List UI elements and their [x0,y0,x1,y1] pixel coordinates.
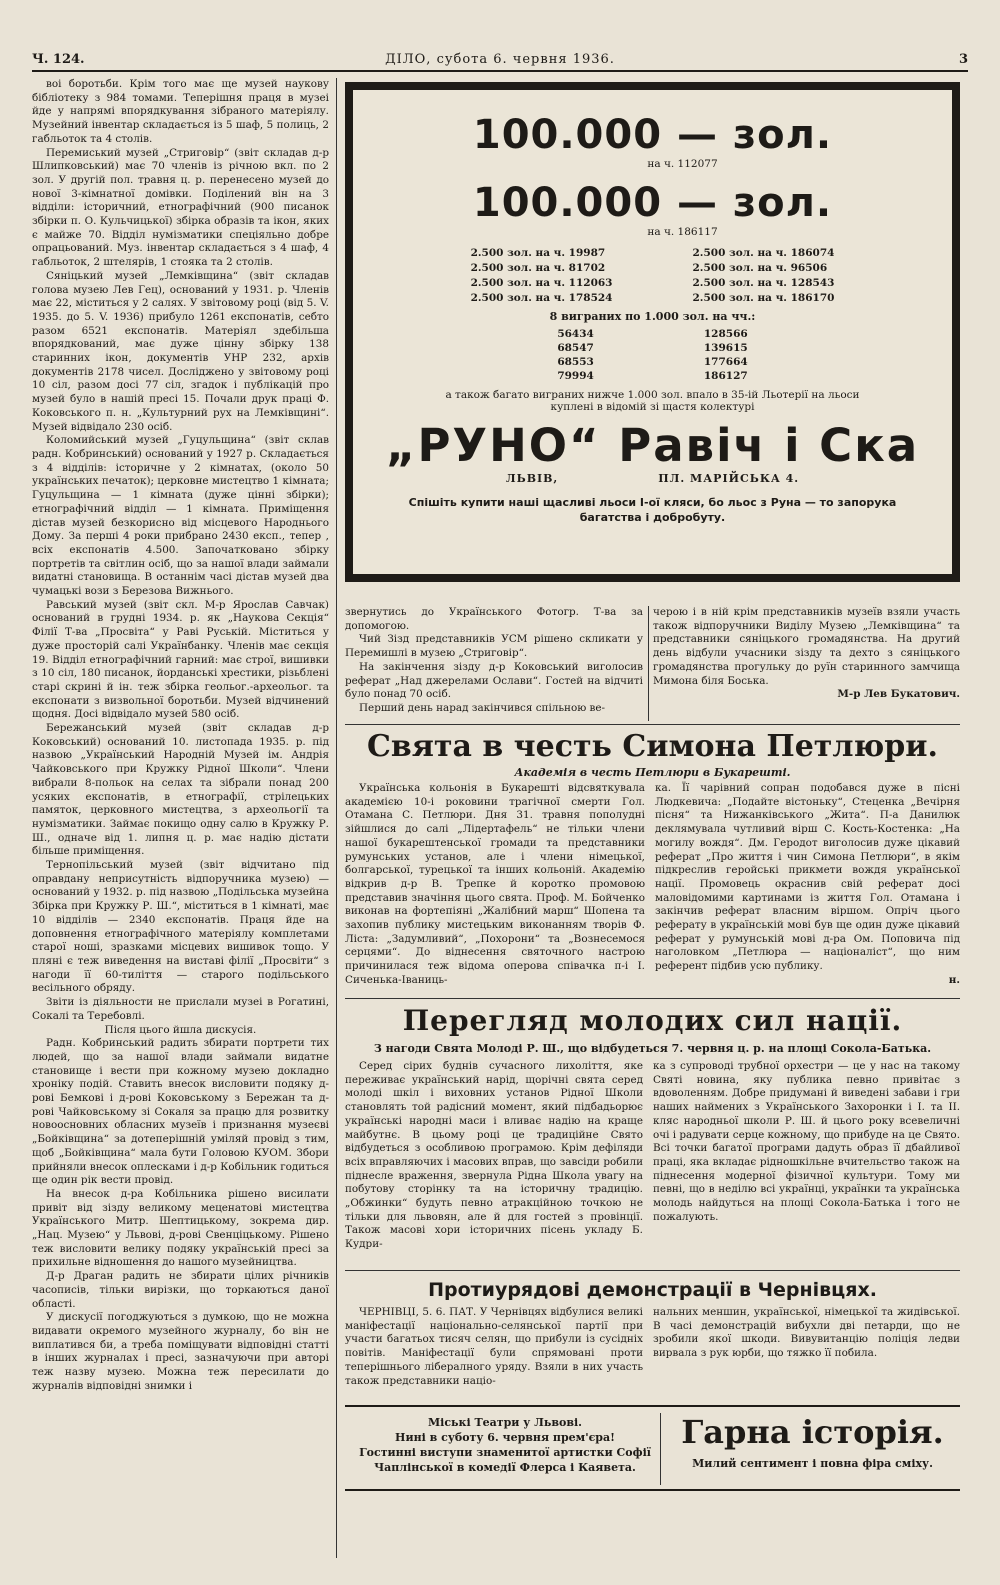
play-title: Гарна історія. [681,1413,944,1451]
section-divider [345,1270,960,1271]
street: ПЛ. МАРІЙСЬКА 4. [658,472,800,485]
paragraph: Серед сірих буднів сучасного лихоліття, яке переживає український нарід, щорічні свята серед молоді шкіл і виховних установ Рідної Школи становлять той радісний момент, який підбадьорює українські народні маси і вливає надію на краще майбутнє. В цьому році це традиційне Свято відбудеться з особливою програмою. Крім дефіляди всіх вправляючих і масових вправ, що завсіди робили піднесле враження, звернула Рідна Школа увагу на побутову сторінку та на історичну традицію. „Обжинки“ будуть певно атракційною точкою не тільки для львовян, але й для гостей з провінції. Також масові хори історичних пісень укладу Б. Кудри- [345,1060,643,1251]
win-entry: 2.500 зол. на ч. 81702 [470,262,606,274]
win-entry: 2.500 зол. на ч. 19987 [470,247,606,259]
win-entry: 2.500 зол. на ч. 128543 [692,277,835,289]
author-signature: М-р Лев Букатович. [837,688,960,701]
paragraph: На внесок д-ра Кобільника рішено висилати привіт від зізду великому меценатові мистецтва Українського Митр. Шептицькому, зокрема дир. „Нац. Музею“ у Львові, д-рові Свенціцькому. Рішено теж висловити велику подяку українській пресі за прихильне відношення до нашого музейництва. [32,1187,329,1269]
city: ЛЬВІВ, [505,472,559,485]
issue-number: Ч. 124. [32,52,85,67]
also-line: куплені в відомій зі щастя колектурі [550,401,755,413]
youth-subtitle: З нагоди Свята Молоді Р. Ш., що відбудеться 7. червня ц. р. на площі Сокола-Батька. [373,1042,932,1055]
brand-name: „РУНО“ Равіч і Ска [385,419,920,472]
paragraph: Бережанський музей (звіт складав д-р Коковський) оснований 10. листопада 1935. р. під назвою „Український Народній Музей ім. Андрія Чайковського при Кружку Рідної Школи“. Члени вибрали 8-польок на селах та зібрали понад 200 усяких експонатів, в етнографії, стрілецьких памяток, церковного мистецтва, з археольогії та нумізматики. Займає покищо одну салю в Кружку Р. Ш., одначе від 1. липня ц. р. має надію дістати більше приміщення. [32,722,329,858]
paragraph: ЧЕРНІВЦІ, 5. 6. ПАТ. У Чернівцях відбулися великі маніфестації національно-селянської партії при участи багатьох тисяч селян, що прибули із сусідніх повітів. Маніфестації були спрямовані проти теперішнього лібералного уряду. Взяли в них участь також представники націо- [345,1306,643,1387]
premiere-note: Нині в суботу 6. червня прем'єра! [395,1431,615,1444]
win-number: 139615 [703,342,748,354]
petliura-text-left [345,782,645,988]
play-tagline: Милий сентимент і повна фіра сміху. [692,1457,933,1470]
prize-1-ticket: на ч. 112077 [647,158,718,170]
chernivtsi-headline: Протиурядові демонстрації в Чернівцях. [428,1279,877,1301]
chernivtsi-text-left [345,1306,643,1388]
theatre-advertisement [345,1405,960,1491]
petliura-text-right [655,782,960,988]
prize-2: 100.000 — зол. [472,180,833,226]
paragraph: ка з супроводі трубної орхестри — це у нас на такому Святі новина, яку публика певно привітає з вдоволенням. Добре придумані й виведені забави і гри наших наймених з Українського Захоронки і І. та ІІ. кляс народньої школи Р. Ш. й цього року всевеличні очі і радувати серце кожному, що прибуде на це Свято. Всі точки багатої програми дадуть образ її дбайливої праці, яка вкладає рідношкільне вчительство також на піднесення модерної фізичної культури. Тому ми певні, що в неділю всі українці, українки та українська молодь найдуться на площі Сокола-Батька і того не пожалують. [653,1060,960,1223]
paragraph: Перший день нарад закінчився спільною ве- [359,701,606,714]
paragraph: нальних меншин, української, німецької та жидівської. В часі демонстрацій вибухли дві петарди, що не зробили якої шкоди. Вивувитанцію поліція ледви вирвала з рук юрби, що тяжко її побила. [653,1306,960,1360]
win-number: 68553 [557,356,594,368]
theatre-name: Міські Театри у Львові. [428,1416,582,1429]
eight-wins-heading: 8 виграних по 1.000 зол. на чч.: [549,310,756,323]
paragraph: Чий Зізд представників УСМ рішено скликати у Перемишлі в музею „Стриговір“. [345,633,643,660]
win-entry: 2.500 зол. на ч. 96506 [692,262,828,274]
museum-report-column [32,78,329,1558]
author-initial: н. [948,973,960,986]
paragraph: ка. Її чарівний сопран подобався дуже в пісні Людкевича: „Подайте вістоньку“, Стеценка „Вечірня пісня“ та Нижанківського „Жита“. П-а Данилюк деклямувала чутливий вірш С. Кость-Костенка: „На могилу вождя“. Дм. Геродот виголосив дуже цікавий реферат „Про життя і чин Симона Петлюри“, в якім підкреслив геройські прикмети вождя української нації. Промовець окраснив свій реферат досі маловідомими картинами із життя Гол. Отамана і закінчив реферат власним віршом. Опріч цього реферату в українській мові був ще один дуже цікавий реферат у румунській мові д-ра Ом. Поповича під наголовком „Петлюра — націоналіст“, що ним референт підбив усю публику. [655,782,960,973]
report-continuation [345,606,643,716]
report-continuation [653,606,960,702]
masthead-date: ДІЛО, субота 6. червня 1936. [385,52,615,67]
win-entry: 2.500 зол. на ч. 178524 [470,292,613,304]
lottery-advertisement [345,82,960,582]
youth-headline: Перегляд молодих сил нації. [402,1004,903,1037]
paragraph: Д-р Драган радить не збирати цілих річників часописів, тільки вирізки, що торкаються даної області. [32,1270,329,1310]
chernivtsi-text-right [653,1306,960,1361]
paragraph: Равський музей (звіт скл. М-р Ярослав Савчак) оснований в грудні 1934. р. як „Наукова Секція“ Філії Т-ва „Просвіта“ у Раві Руській. Міститься у дуже просторій салі Українбанку. Членів має секція 19. Відділ етнографічний гарний: має строї, вишивки з 10 сіл, 180 писанок, йорданські хрестики, різьблені старі скрині й ін. теж збірка геольог.-археольог. та експонати з визвольної боротьби. Музей відчинений щодня. Досі відвідало музей 580 осіб. [32,598,329,721]
page-header [32,50,968,72]
paragraph: Тернопільський музей (звіт відчитано під оправдану неприсутність відпоручника музею) — оснований у 1932. р. під назвою „Подільська музейна Збірка при Кружку Р. Ш.“, міститься в 1 кімнаті, має 10 відділів — 2340 експонатів. Праця йде на доповнення етнографічного матеріялу комплетами старої ноші, зразками місцевих вишивок тощо. У пляні є теж виведення на виставі філії „Просвіти“ з нагоди її 60-тиліття — старого подільського весільного обряду. [32,859,329,995]
paragraph: Радн. Кобринський радить збирати портрети тих людей, що за нашої влади займали видатне становище і вести при кожному музею докладно хроніку подій. Ставить внесок висловити подяку д-рові Бемкові і д-рові Коковському з Бережан та д-рові Чайковському зі Сокаля за працю для розвитку новоосновних обласних музеїв і признання музеєві „Бойківщина“ за дотеперішній уміляй провід з тим, щоб „Бойківщина“ мала бути Головою КУОМ. Збори прийняли внесок оплесками і д-р Кобільник годиться ще один рік вести провід. [32,1037,329,1187]
paragraph: Звіти із діяльности не прислали музеі в Рогатині, Сокалі та Теребовлі. [32,996,329,1022]
win-number: 79994 [557,370,594,382]
paragraph: Коломийський музей „Гуцульщина“ (звіт склав радн. Кобринський) оснований у 1927 р. Складається з 4 відділів: історичне у 2 кімнатах, (около 50 українських печаток); церковне мистецтво 1 кімната; Гуцульщина — 1 кімната (дуже цінні збірки); етнографічний відділ — 1 кімната. Приміщення дістав музей безкорисно від місцевого Народнього Дому. За перші 4 роки прибрано 2430 експ., тепер , всіх експонатів 4.500. Започатковано збірку портретів та світлин осіб, що за нашої влади займали видатні становища. В останнім часі дістав музей два чумацькі вози з Березова Вижнього. [32,434,329,598]
win-number: 68547 [557,342,594,354]
section-divider [345,998,960,999]
also-line: а також багато виграних нижче 1.000 зол. впало в 35-ій Льотерії на льоси [445,389,860,401]
youth-text-left [345,1060,643,1252]
theatre-info [355,1415,655,1475]
paragraph: звернутись до Українського Фотогр. Т-ва за допомогою. [345,606,643,632]
paragraph: Після цього йшла дискусія. [104,1023,257,1036]
column-divider [336,78,337,1558]
play-title-block [665,1407,960,1470]
paragraph: Українська кольонія в Букарешті відсвяткувала академією 10-і роковини трагічної смерти Гол. Отамана С. Петлюри. Дня 31. травня пополудні зійшлися до салі „Лідертафель“ не тільки члени нашої букарештенської громади та представники румунських установ, але і члени німецької, болгарської, турецької та інших кольоній. Академію відкрив д-р В. Трепке й коротко промовою представив значіння цього свята. Проф. М. Бойченко виконав на фортепіяні „Жалібний марш“ Шопена та захопив публику мистецьким виконанням творів Ф. Ліста: „Задумливий“, „Похорони“ та „Вознесемося серцями“. До віднесення святочного настрою причинилася теж відома оперова співачка п-і І. Сиченька-Іваниць- [345,782,645,986]
winning-list-2500 [353,246,952,306]
youth-text-right [653,1060,960,1224]
prize-1: 100.000 — зол. [472,112,833,158]
ad-slogan: Спішіть купити наші щасливі льоси I-ої кляси, бо льос з Руна — то запорука багатства і добробуту. [408,496,897,524]
win-number: 186127 [703,370,748,382]
win-entry: 2.500 зол. на ч. 112063 [470,277,613,289]
paragraph: Сяніцький музей „Лемківщина“ (звіт складав голова музею Лев Гец), оснований у 1931. р. Членів має 22, міститься у 2 салях. У звітовому році (від 5. V. 1935. до 5. V. 1936) прибуло 1261 експонатів, себто разом 6521 експонатів. Матеріял здебільша впорядкований, має дуже цінну збірку 138 старинних ікон, документів УНР 232, архів документів 2178 чисел. Досліджено у звітовому році 10 сіл, разом досі 77 сіл, згадок і публікацій про музей було в нашій пресі 15. Почали друк праці Ф. Коковського п. н. „Культурний рух на Лемківщині“. Музей відвідало 230 осіб. [32,269,329,433]
win-number: 177664 [703,356,748,368]
column-divider [648,606,649,721]
win-entry: 2.500 зол. на ч. 186074 [692,247,835,259]
win-number: 56434 [557,328,594,340]
petliura-headline: Свята в честь Симона Петлюри. [367,729,938,764]
winning-list-1000 [353,327,952,383]
prize-2-ticket: на ч. 186117 [647,226,718,238]
performance-note: Гостинні виступи знаменитої артистки Софії Чаплінської в комедії Флерса і Каявета. [359,1446,651,1474]
paragraph: Перемиський музей „Стриговір“ (звіт складав д-р Шлипковський) має 70 членів із річною вкл. по 2 зол. У другій пол. травня ц. р. перенесено музей до нової 3-кімнатної домівки. Поділений він на 3 відділи: історичний, етнографічний (900 писанок збірки п. О. Кульчицької) збірка образів та ікон, яких є майже 70. Відділ нумізматики спеціяльно добре опрацьований. Муз. інвентар складається з 4 шаф, 4 габльоток, 2 штелярів, 1 стояка та 2 столів. [32,146,329,269]
brand-address [353,472,952,485]
section-divider [345,724,960,725]
win-entry: 2.500 зол. на ч. 186170 [692,292,835,304]
column-divider [660,1413,661,1485]
petliura-subtitle: Академія в честь Петлюри в Букарешті. [514,766,791,779]
paragraph: воі боротьби. Крім того має ще музей наукову бібліотеку з 984 томами. Теперішня праця в музеі йде у напрямі впорядкування зібраного матеріялу. Музейний інвентар складається із 5 шаф, 5 полиць, 2 габльоток та 4 столів. [32,78,329,145]
paragraph: черою і в ній крім представників музеїв взяли участь також відпоручники Виділу Музею „Лемківщина“ та представники сяніцького громадянства. На другий день відбули учасники зізду та дехто з сяніцького громадянства прогульку до руїн старинного замчища Мимона біля Боська. [653,606,960,687]
paragraph: На закінчення зізду д-р Коковський виголосив реферат „Над джерелами Ослави“. Гостей на відчиті було понад 70 осіб. [345,660,643,701]
win-number: 128566 [703,328,748,340]
page-number: 3 [958,52,968,67]
paragraph: У дискусії погоджуються з думкою, що не можна видавати окремого музейного журналу, бо він не виплатився би, а треба поміщувати відповідні статті в інших журналах і пресі, зазначуючи при авторі теж назву музею. Можна теж пересилати до журналів відповідні знимки і [32,1311,329,1392]
